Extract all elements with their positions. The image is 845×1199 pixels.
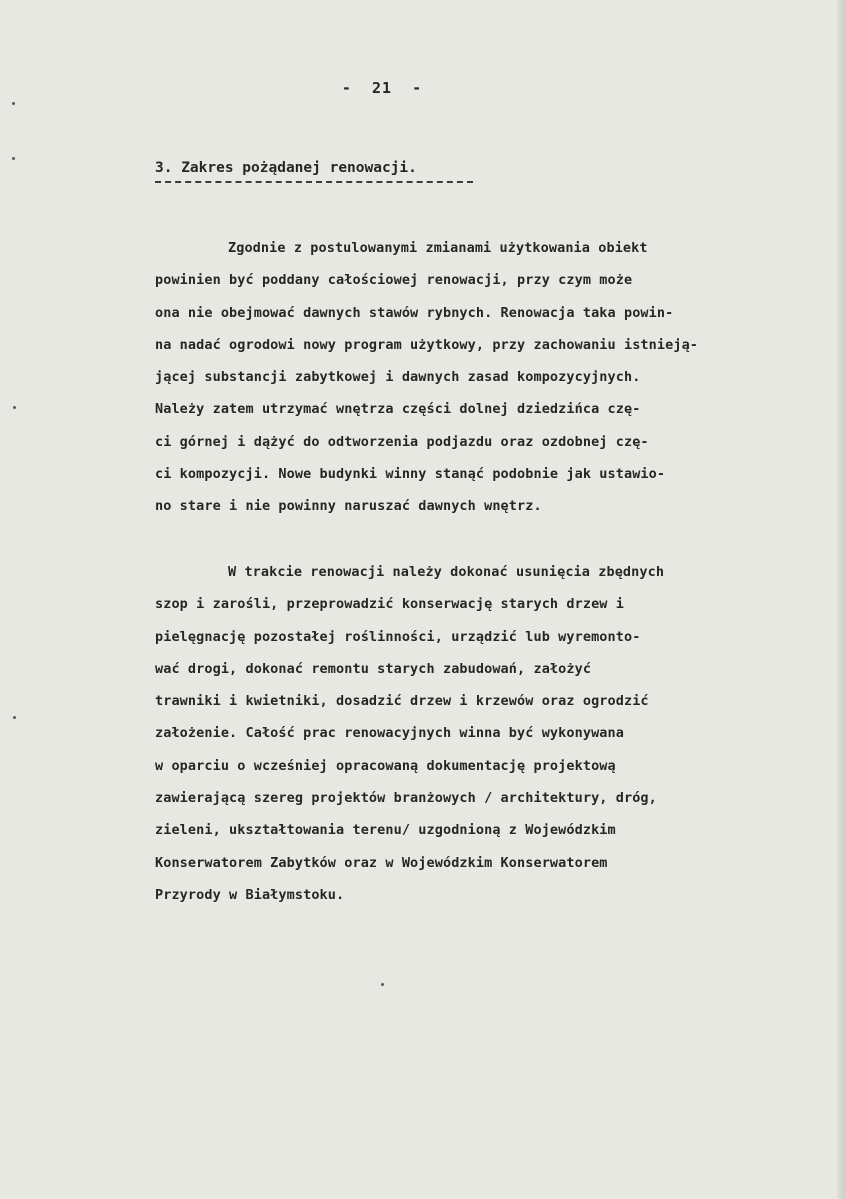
text-line: no stare i nie powinny naruszać dawnych wnętrz. bbox=[155, 498, 542, 515]
paragraph-1 bbox=[155, 232, 845, 523]
paragraph-2 bbox=[155, 556, 845, 911]
margin-speck bbox=[12, 157, 15, 160]
text-line: ona nie obejmować dawnych stawów rybnych. Renowacja taka powin- bbox=[155, 304, 674, 321]
heading-underline bbox=[155, 181, 473, 183]
text-line: Konserwatorem Zabytków oraz w Wojewódzkim Konserwatorem bbox=[155, 854, 608, 871]
text-line: na nadać ogrodowi nowy program użytkowy, przy zachowaniu istnieją- bbox=[155, 336, 699, 353]
text-line: powinien być poddany całościowej renowacji, przy czym może bbox=[155, 272, 633, 289]
text-line: W trakcie renowacji należy dokonać usunięcia zbędnych bbox=[228, 564, 665, 580]
text-line: ci kompozycji. Nowe budynki winny stanąć podobnie jak ustawio- bbox=[155, 466, 666, 483]
text-line: jącej substancji zabytkowej i dawnych zasad kompozycyjnych. bbox=[155, 369, 641, 386]
text-line: założenie. Całość prac renowacyjnych winna być wykonywana bbox=[155, 725, 624, 742]
text-line: zieleni, ukształtowania terenu/ uzgodnioną z Wojewódzkim bbox=[155, 822, 616, 839]
margin-speck bbox=[13, 716, 16, 719]
text-line: Przyrody w Białymstoku. bbox=[155, 886, 345, 903]
text-line: Należy zatem utrzymać wnętrza części dolnej dziedzińca czę- bbox=[155, 401, 641, 418]
text-line: szop i zarośli, przeprowadzić konserwację starych drzew i bbox=[155, 596, 624, 613]
margin-speck bbox=[13, 406, 16, 409]
text-line: Zgodnie z postulowanymi zmianami użytkowania obiekt bbox=[228, 240, 648, 256]
margin-speck bbox=[12, 102, 15, 105]
text-line: zawierającą szereg projektów branżowych / architektury, dróg, bbox=[155, 790, 657, 807]
text-line: w oparciu o wcześniej opracowaną dokumentację projektową bbox=[155, 757, 616, 774]
text-line: ci górnej i dążyć do odtworzenia podjazdu oraz ozdobnej czę- bbox=[155, 433, 649, 450]
text-line: pielęgnację pozostałej roślinności, urządzić lub wyremonto- bbox=[155, 628, 641, 645]
margin-speck bbox=[381, 983, 384, 986]
text-line: trawniki i kwietniki, dosadzić drzew i krzewów oraz ogrodzić bbox=[155, 693, 649, 710]
page-number: - 21 - bbox=[341, 79, 423, 97]
text-line: wać drogi, dokonać remontu starych zabudowań, założyć bbox=[155, 660, 592, 677]
section-heading: 3. Zakres pożądanej renowacji. bbox=[155, 160, 417, 176]
